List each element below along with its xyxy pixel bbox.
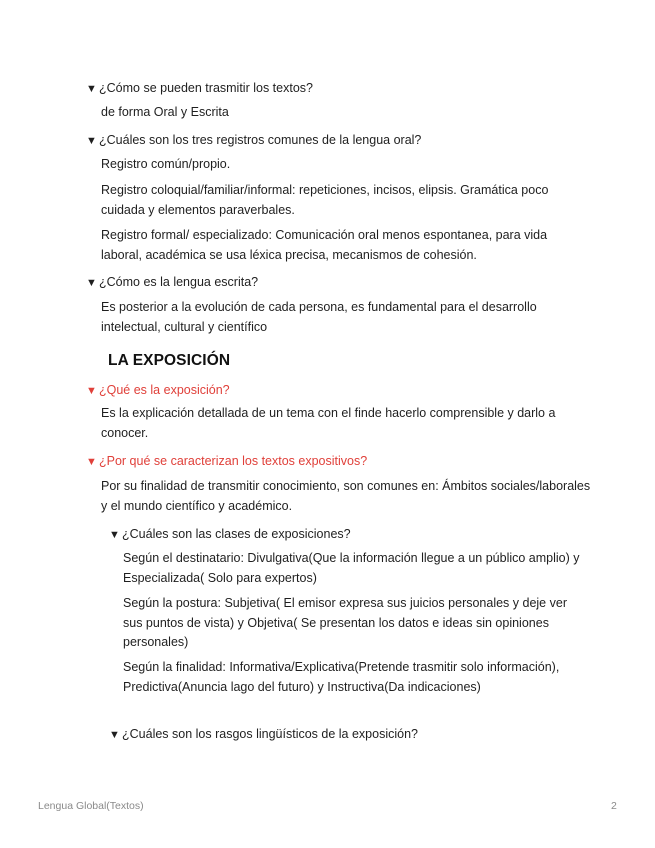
toggle-triangle-icon[interactable]: ▼ bbox=[86, 83, 97, 95]
toggle-question[interactable] bbox=[86, 274, 258, 291]
answer-text: Por su finalidad de transmitir conocimiento, son comunes en: Ámbitos sociales/laborales y el mundo científico y académico. bbox=[101, 479, 591, 513]
nested-toggle-question[interactable] bbox=[109, 726, 418, 743]
toggle-question[interactable] bbox=[86, 453, 367, 470]
question-text: ¿Cuáles son las clases de exposiciones? bbox=[122, 527, 351, 541]
question-text: ¿Cómo es la lengua escrita? bbox=[99, 275, 259, 289]
question-text: ¿Qué es la exposición? bbox=[99, 383, 230, 397]
toggle-question[interactable] bbox=[86, 132, 421, 149]
answer-text: Es la explicación detallada de un tema con el finde hacerlo comprensible y darlo a conocer. bbox=[101, 406, 556, 440]
toggle-triangle-icon[interactable]: ▼ bbox=[86, 135, 97, 147]
answer-text: Es posterior a la evolución de cada persona, es fundamental para el desarrollo intelectual, cultural y científico bbox=[101, 300, 537, 334]
answer-text: Registro común/propio. bbox=[101, 157, 231, 171]
toggle-triangle-icon[interactable]: ▼ bbox=[109, 729, 120, 741]
toggle-triangle-icon[interactable]: ▼ bbox=[86, 456, 97, 468]
toggle-triangle-icon[interactable]: ▼ bbox=[109, 529, 120, 541]
answer-text: Registro coloquial/familiar/informal: repeticiones, incisos, elipsis. Gramática poco cuidada y elementos paraverbales. bbox=[101, 183, 549, 217]
question-text: ¿Cuáles son los tres registros comunes de la lengua oral? bbox=[99, 133, 422, 147]
question-text: ¿Cómo se pueden trasmitir los textos? bbox=[99, 81, 313, 95]
answer-text: Según la postura: Subjetiva( El emisor expresa sus juicios personales y deje ver sus puntos de vista) y Objetiva( Se presentan los datos e ideas sin opiniones personales) bbox=[123, 596, 567, 649]
answer-text: Registro formal/ especializado: Comunicación oral menos espontanea, para vida laboral, académica se usa léxica precisa, mecanismos de cohesión. bbox=[101, 228, 548, 262]
toggle-question[interactable] bbox=[86, 80, 313, 97]
question-text: ¿Por qué se caracterizan los textos expositivos? bbox=[99, 454, 368, 468]
section-heading: LA EXPOSICIÓN bbox=[108, 352, 231, 369]
toggle-triangle-icon[interactable]: ▼ bbox=[86, 277, 97, 289]
answer-text: Según la finalidad: Informativa/Explicativa(Pretende trasmitir solo información), Predictiva(Anuncia lago del futuro) y Instructiva(Da indicaciones) bbox=[123, 660, 560, 694]
footer-page-number: 2 bbox=[611, 800, 617, 812]
toggle-triangle-icon[interactable]: ▼ bbox=[86, 385, 97, 397]
nested-toggle-question[interactable] bbox=[109, 526, 351, 543]
answer-text: de forma Oral y Escrita bbox=[101, 105, 229, 119]
question-text: ¿Cuáles son los rasgos lingüísticos de la exposición? bbox=[122, 727, 418, 741]
footer-document-title: Lengua Global(Textos) bbox=[38, 800, 144, 812]
answer-text: Según el destinatario: Divulgativa(Que la información llegue a un público amplio) y Especializada( Solo para expertos) bbox=[123, 551, 580, 585]
toggle-question[interactable] bbox=[86, 382, 230, 399]
